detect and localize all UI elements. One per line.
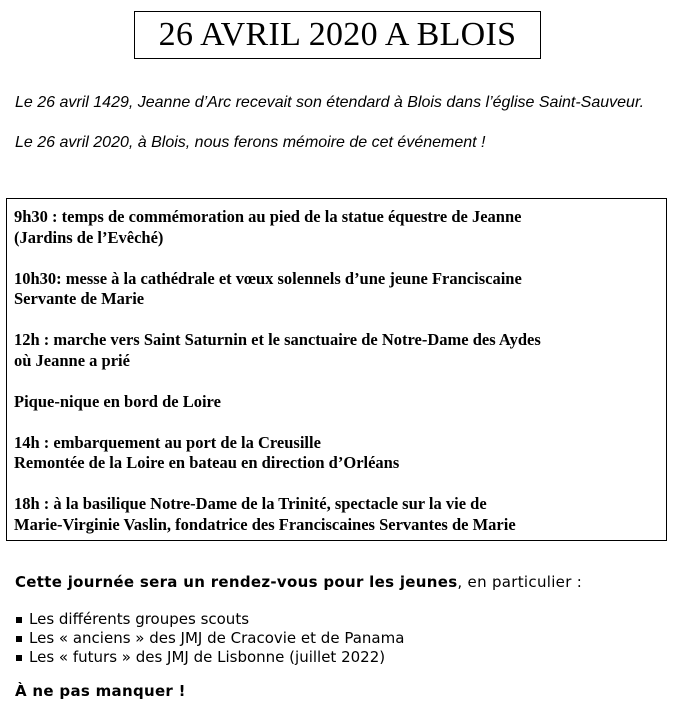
program-item-line: 18h : à la basilique Notre-Dame de la Trinité, spectacle sur la vie de <box>14 494 487 513</box>
youth-statement-bold: Cette journée sera un rendez-vous pour les jeunes <box>15 573 458 591</box>
program-item-line: Pique-nique en bord de Loire <box>14 391 221 411</box>
program-item <box>14 269 666 310</box>
audience-list <box>15 610 404 667</box>
page-title <box>134 11 541 59</box>
program-item <box>14 330 666 371</box>
list-item-text: Les « futurs » des JMJ de Lisbonne (juillet 2022) <box>29 648 386 666</box>
intro-line-2: Le 26 avril 2020, à Blois, nous ferons mémoire de cet événement ! <box>15 134 486 151</box>
youth-statement <box>15 573 582 592</box>
list-item <box>15 610 404 629</box>
program-item <box>14 207 666 248</box>
program-box <box>6 198 667 541</box>
program-item-line: (Jardins de l’Evêché) <box>14 227 164 247</box>
program-item-line: Marie-Virginie Vaslin, fondatrice des Franciscaines Servantes de Marie <box>14 514 516 534</box>
program-item <box>14 494 666 535</box>
program-item-line: 12h : marche vers Saint Saturnin et le sanctuaire de Notre-Dame des Aydes <box>14 330 541 349</box>
list-item <box>15 648 404 667</box>
list-item-text: Les « anciens » des JMJ de Cracovie et de Panama <box>29 629 405 647</box>
program-item-line: Remontée de la Loire en bateau en direction d’Orléans <box>14 453 400 472</box>
square-bullet-icon <box>16 617 22 623</box>
program-item-line: 9h30 : temps de commémoration au pied de la statue équestre de Jeanne <box>14 207 522 226</box>
intro-line-1: Le 26 avril 1429, Jeanne d’Arc recevait son étendard à Blois dans l’église Saint-Sauveur. <box>15 94 645 111</box>
program-item <box>14 392 666 413</box>
youth-statement-rest: , en particulier : <box>457 573 583 591</box>
list-item <box>15 629 404 648</box>
closing-statement: À ne pas manquer ! <box>15 682 186 700</box>
list-item-text: Les différents groupes scouts <box>29 610 250 628</box>
program-item-line: Servante de Marie <box>14 289 145 308</box>
page-title-text: 26 AVRIL 2020 A BLOIS <box>158 16 517 53</box>
square-bullet-icon <box>16 655 22 661</box>
program-item-line: 10h30: messe à la cathédrale et vœux solennels d’une jeune Franciscaine <box>14 268 522 288</box>
program-item-line: 14h : embarquement au port de la Creusille <box>14 432 321 452</box>
square-bullet-icon <box>16 636 22 642</box>
program-item <box>14 433 666 474</box>
intro-section <box>15 93 665 153</box>
program-item-line: où Jeanne a prié <box>14 350 130 370</box>
